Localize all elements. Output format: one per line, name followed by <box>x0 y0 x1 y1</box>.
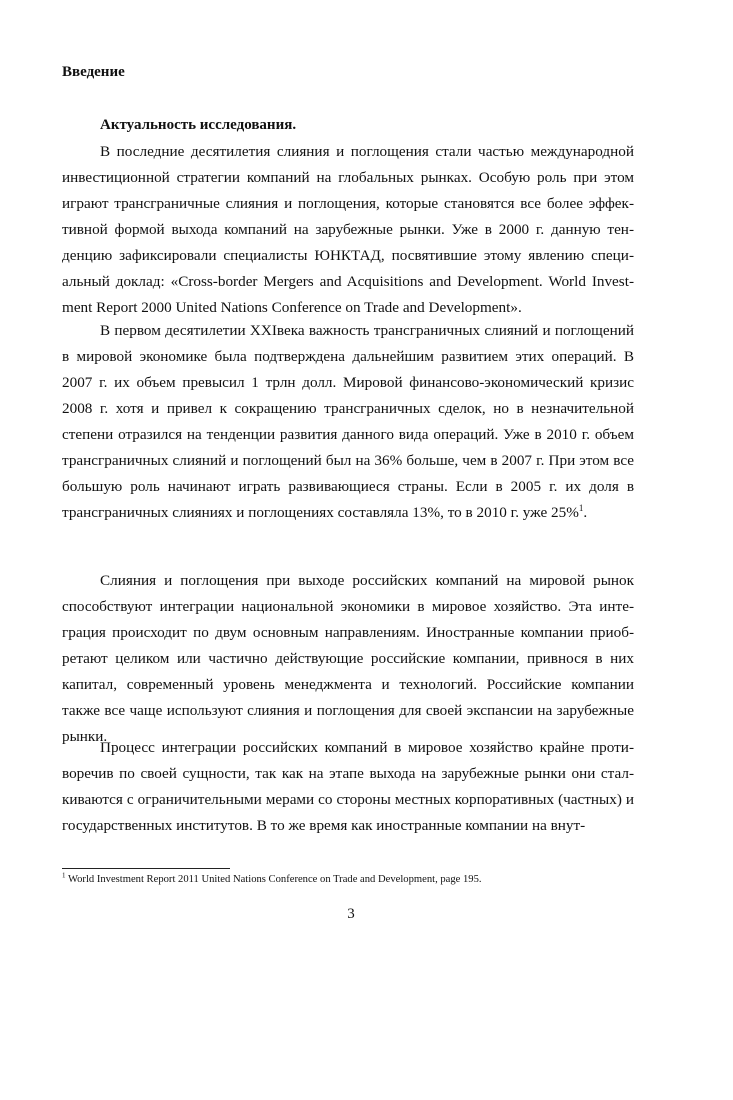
paragraph-3: Слияния и поглощения при выходе российских компаний на мировой рынок способствуют интеграции национальной экономики в мировое хозяйство. Эта интеграция происходит по двум основным направлениям. Иностранные компании приобретают целиком или частично действующие российские компании, привнося в них капитал, современный уровень менеджмента и технологий. Российские компании также все чаще используют слияния и поглощения для своей экспансии на зарубежные рынки. <box>62 572 634 745</box>
paragraph-4: Процесс интеграции российских компаний в мировое хозяйство крайне противоречив по своей сущности, так как на этапе выхода на зарубежные рынки они сталкиваются с ограничительными мерами со стороны местных корпоративных (частных) и государственных институтов. В то же время как иностранные компании на внут- <box>62 739 634 834</box>
footnote-text: World Investment Report 2011 United Nations Conference on Trade and Development, page 195. <box>67 874 482 885</box>
paragraph-2-text: В первом десятилетии XXIвека важность трансграничных слияний и поглощений в мировой экономике была подтверждена дальнейшим развитием этих операций. В 2007 г. их объем превысил 1 трлн долл. Мировой финансово-экономический кризис 2008 г. хотя и привел к сокращению трансграничных сделок, но в незначительной степени отразился на тенденции развития данного вида операций. Уже в 2010 г. объем трансграничных слияний и поглощений был на 36% больше, чем в 2007 г. При этом все большую роль начинают играть развивающиеся страны. Если в 2005 г. их доля в трансграничных слияниях и поглощениях составляла 13%, то в 2010 г. уже 25% <box>62 322 634 521</box>
subsection-title: Актуальность исследования. <box>100 117 297 133</box>
footnote-reference[interactable]: 1 <box>578 502 584 513</box>
footnote-marker: 1 <box>62 871 66 880</box>
paragraph-2: В первом десятилетии XXIвека важность трансграничных слияний и поглощений в мировой экономике была подтверждена дальнейшим развитием этих операций. В 2007 г. их объем превысил 1 трлн долл. Мировой финансово-экономический кризис 2008 г. хотя и привел к сокращению трансграничных сделок, но в незначительной степени отразился на тенденции развития данного вида операций. Уже в 2010 г. объем трансграничных слияний и поглощений был на 36% больше, чем в 2007 г. При этом все большую роль начинают играть развивающиеся страны. Если в 2005 г. их доля в трансграничных слияниях и поглощениях составляла 13%, то в 2010 г. уже 25%$^1$. <box>62 322 634 521</box>
page-number: 3 <box>347 906 355 922</box>
footnote <box>62 873 662 887</box>
paragraph-1: В последние десятилетия слияния и поглощения стали частью международной инвестиционной стратегии компаний на глобальных рынках. Особую роль при этом играют трансграничные слияния и поглощения, которые становятся все более эффективной формой выхода компаний на зарубежные рынки. Уже в 2000 г. данную тенденцию зафиксировали специалисты ЮНКТАД, посвятившие этому явлению специальный доклад: «Cross-border Mergers and Acquisitions and Development. World Investment Report 2000 United Nations Conference on Trade and Development». <box>62 143 634 316</box>
section-title: Введение <box>62 64 125 80</box>
footnote-divider <box>62 868 230 869</box>
